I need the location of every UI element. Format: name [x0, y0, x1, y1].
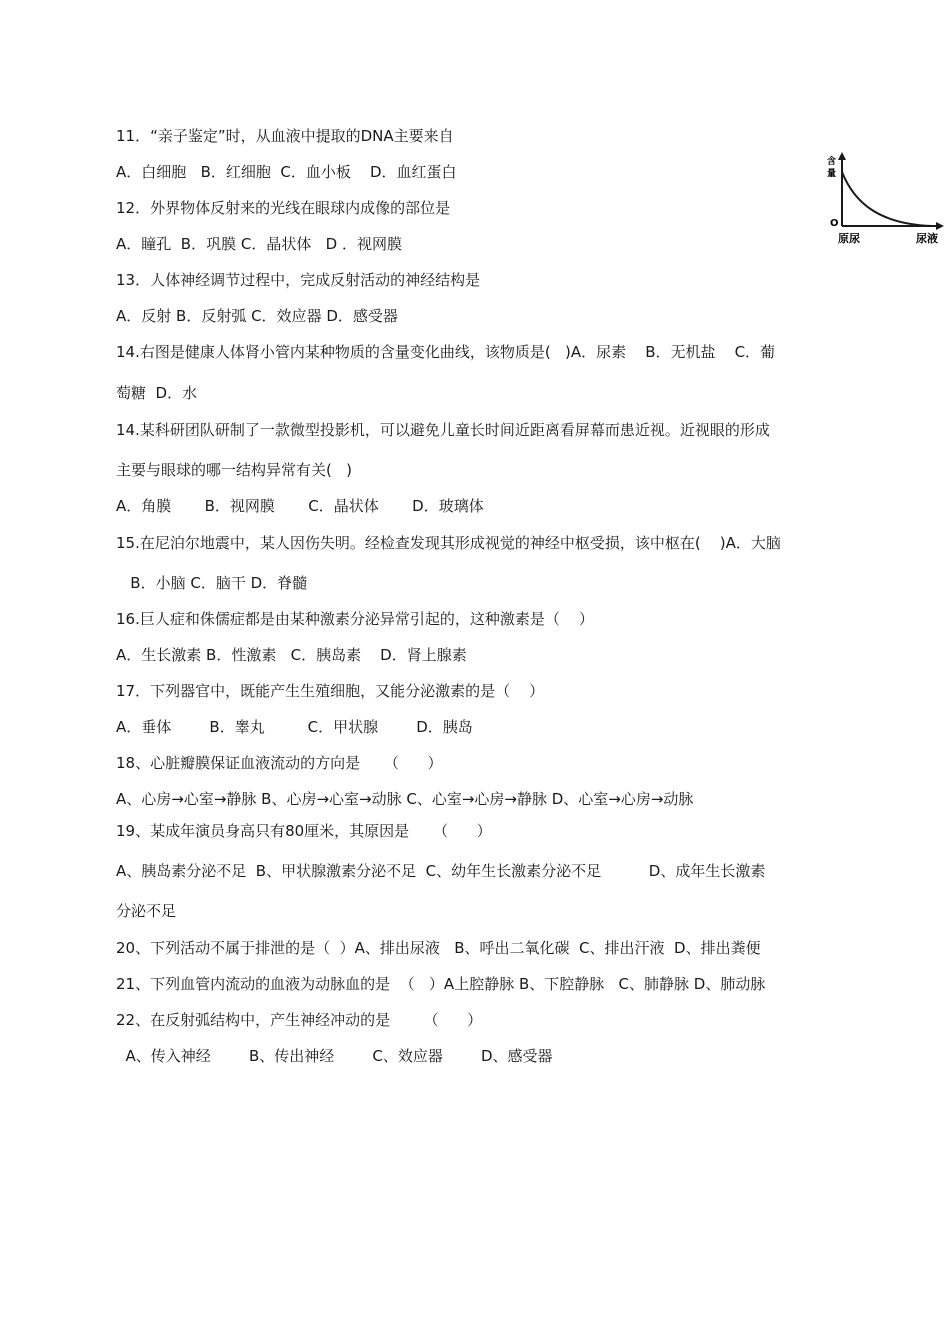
q11-stem: 11．“亲子鉴定”时，从血液中提取的DNA主要来自 — [116, 127, 454, 145]
q20: 20、下列活动不属于排泄的是（ ）A、排出尿液 B、呼出二氧化碳 C、排出汗液 D、排出粪便 — [116, 939, 761, 957]
q13-options: A．反射 B．反射弧 C．效应器 D．感受器 — [116, 307, 398, 325]
q12-stem: 12．外界物体反射来的光线在眼球内成像的部位是 — [116, 199, 451, 217]
x-end-label: 尿液 — [916, 232, 938, 245]
q22-options: A、传入神经 B、传出神经 C、效应器 D、感受器 — [116, 1047, 553, 1065]
q16-stem: 16.巨人症和侏儒症都是由某种激素分泌异常引起的，这种激素是（ ） — [116, 610, 594, 628]
q21: 21、下列血管内流动的血液为动脉血的是 （ ）A上腔静脉 B、下腔静脉 C、肺静脉 D、肺动脉 — [116, 975, 766, 993]
q19-options-cont: 分泌不足 — [116, 902, 177, 920]
curve-graph-svg — [820, 150, 948, 246]
y-axis-label-2: 量 — [827, 169, 837, 179]
q14a-stem: 14.右图是健康人体肾小管内某种物质的含量变化曲线，该物质是( )A．尿素 B．无机盐 C．葡 — [116, 343, 776, 361]
q14a-stem-cont: 萄糖 D．水 — [116, 384, 198, 402]
q17-stem: 17．下列器官中，既能产生生殖细胞，又能分泌激素的是（ ） — [116, 682, 545, 700]
q18-options: A、心房→心室→静脉 B、心房→心室→动脉 C、心室→心房→静脉 D、心室→心房→动脉 — [116, 790, 694, 808]
origin-label: O — [830, 218, 839, 229]
q11-options: A．白细胞 B．红细胞 C．血小板 D．血红蛋白 — [116, 163, 457, 181]
q17-options: A．垂体 B．睾丸 C．甲状腺 D．胰岛 — [116, 718, 473, 736]
content-curve — [842, 172, 932, 226]
q14b-stem-cont: 主要与眼球的哪一结构异常有关( ) — [116, 461, 353, 479]
x-axis-arrow — [936, 222, 944, 230]
q13-stem: 13．人体神经调节过程中，完成反射活动的神经结构是 — [116, 271, 481, 289]
q19-options: A、胰岛素分泌不足 B、甲状腺激素分泌不足 C、幼年生长激素分泌不足 D、成年生长激素 — [116, 862, 766, 880]
q14b-stem: 14.某科研团队研制了一款微型投影机，可以避免儿童长时间近距离看屏幕而患近视。近视眼的形成 — [116, 421, 770, 439]
q15-options: B．小脑 C．脑干 D．脊髓 — [116, 574, 308, 592]
content-curve-graph — [820, 150, 948, 246]
q16-options: A．生长激素 B．性激素 C．胰岛素 D．肾上腺素 — [116, 646, 467, 664]
q18-stem: 18、心脏瓣膜保证血液流动的方向是 （ ） — [116, 754, 443, 772]
y-axis-label-1: 含 — [827, 157, 837, 167]
x-start-label: 原尿 — [838, 232, 860, 245]
y-axis-arrow — [838, 152, 846, 160]
q15-stem: 15.在尼泊尔地震中，某人因伤失明。经检查发现其形成视觉的神经中枢受损，该中枢在( )A．大脑 — [116, 534, 781, 552]
q22-stem: 22、在反射弧结构中，产生神经冲动的是 （ ） — [116, 1011, 483, 1029]
q19-stem: 19、某成年演员身高只有80厘米，其原因是 （ ） — [116, 822, 492, 840]
q14b-options: A．角膜 B．视网膜 C．晶状体 D．玻璃体 — [116, 497, 484, 515]
q12-options: A．瞳孔 B．巩膜 C．晶状体 D ．视网膜 — [116, 235, 402, 253]
